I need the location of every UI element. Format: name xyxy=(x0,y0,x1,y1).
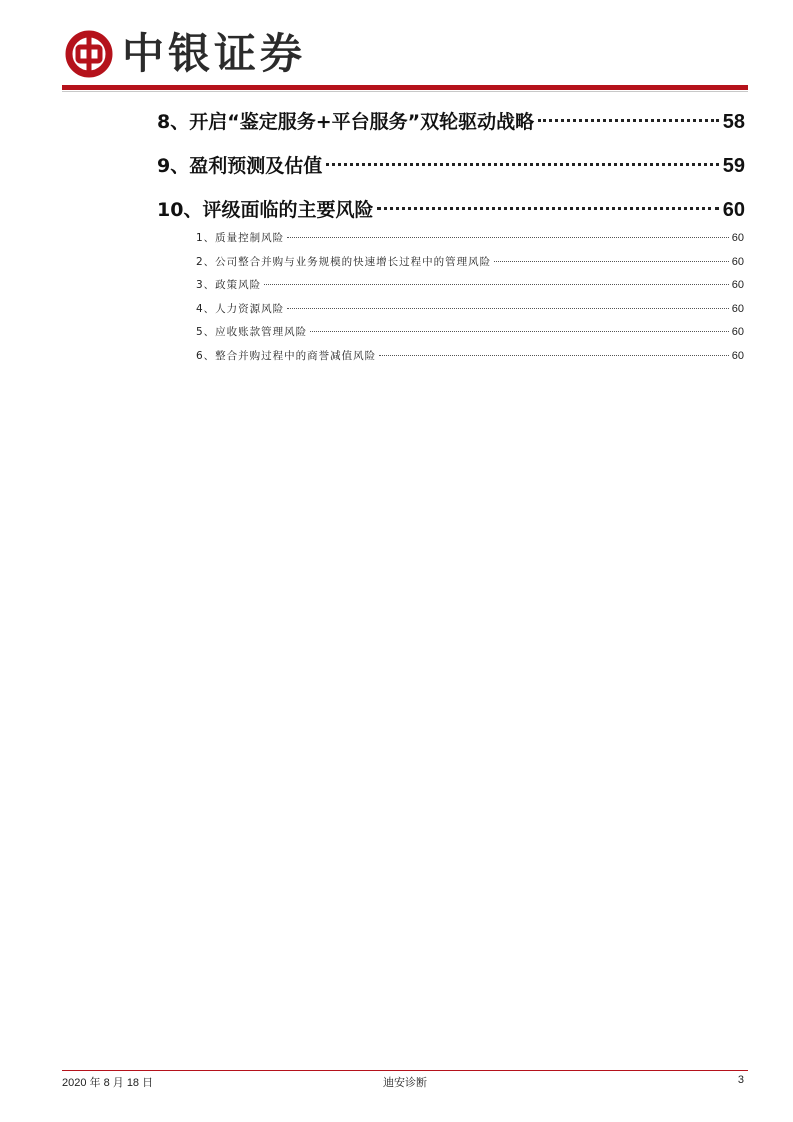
toc-leader-dots xyxy=(494,261,729,262)
toc-leader-dots xyxy=(287,308,729,309)
toc-subentry-4[interactable] xyxy=(196,298,744,322)
toc-subentry-6[interactable] xyxy=(196,345,744,369)
toc-subsection-list xyxy=(196,227,744,368)
toc-subentry-label: 2、公司整合并购与业务规模的快速增长过程中的管理风险 xyxy=(196,255,492,268)
page-header xyxy=(0,0,793,95)
toc-entry-label: 9、盈利预测及估值 xyxy=(157,155,323,177)
toc-subentry-label: 4、人力资源风险 xyxy=(196,302,285,315)
toc-subentry-page: 60 xyxy=(731,326,744,338)
toc-entry-label: 10、评级面临的主要风险 xyxy=(157,199,374,221)
toc-subentry-label: 6、整合并购过程中的商誉减值风险 xyxy=(196,349,377,362)
toc-subentry-3[interactable] xyxy=(196,274,744,298)
company-name: 迪安诊断 xyxy=(383,1076,427,1089)
toc-subentry-label: 5、应收账款管理风险 xyxy=(196,326,308,338)
page-number: 3 xyxy=(737,1074,744,1086)
toc-leader-dots xyxy=(379,355,729,356)
toc-leader-dots xyxy=(326,163,719,166)
toc-entry-label: 8、开启“鉴定服务+平台服务”双轮驱动战略 xyxy=(157,111,535,133)
toc-leader-dots xyxy=(377,207,718,210)
header-divider xyxy=(62,85,748,90)
toc-leader-dots xyxy=(538,119,719,122)
page-footer xyxy=(62,1074,748,1094)
toc-leader-dots xyxy=(287,237,729,238)
toc-entry-8[interactable] xyxy=(157,100,745,144)
toc-subentry-page: 60 xyxy=(731,349,744,362)
footer-divider xyxy=(62,1070,748,1071)
toc-entry-page: 60 xyxy=(722,199,745,221)
toc-subentry-1[interactable] xyxy=(196,227,744,251)
report-date: 2020 年 8 月 18 日 xyxy=(62,1077,154,1089)
toc-subentry-label: 1、质量控制风险 xyxy=(196,232,285,244)
bank-of-china-logo-icon xyxy=(65,30,113,78)
toc-entry-10[interactable] xyxy=(157,188,745,232)
toc-subentry-page: 60 xyxy=(731,232,744,244)
toc-subentry-2[interactable] xyxy=(196,251,744,275)
header-divider-thin xyxy=(62,91,748,92)
toc-leader-dots xyxy=(264,284,729,285)
table-of-contents xyxy=(157,100,745,232)
toc-entry-9[interactable] xyxy=(157,144,745,188)
toc-leader-dots xyxy=(310,331,729,332)
toc-entry-page: 59 xyxy=(722,155,745,177)
toc-subentry-page: 60 xyxy=(731,255,744,268)
toc-subentry-page: 60 xyxy=(731,302,744,315)
toc-subentry-label: 3、政策风险 xyxy=(196,279,262,291)
toc-entry-page: 58 xyxy=(722,111,745,133)
brand-name: 中银证券 xyxy=(122,29,307,78)
toc-subentry-5[interactable] xyxy=(196,321,744,345)
toc-subentry-page: 60 xyxy=(731,279,744,291)
